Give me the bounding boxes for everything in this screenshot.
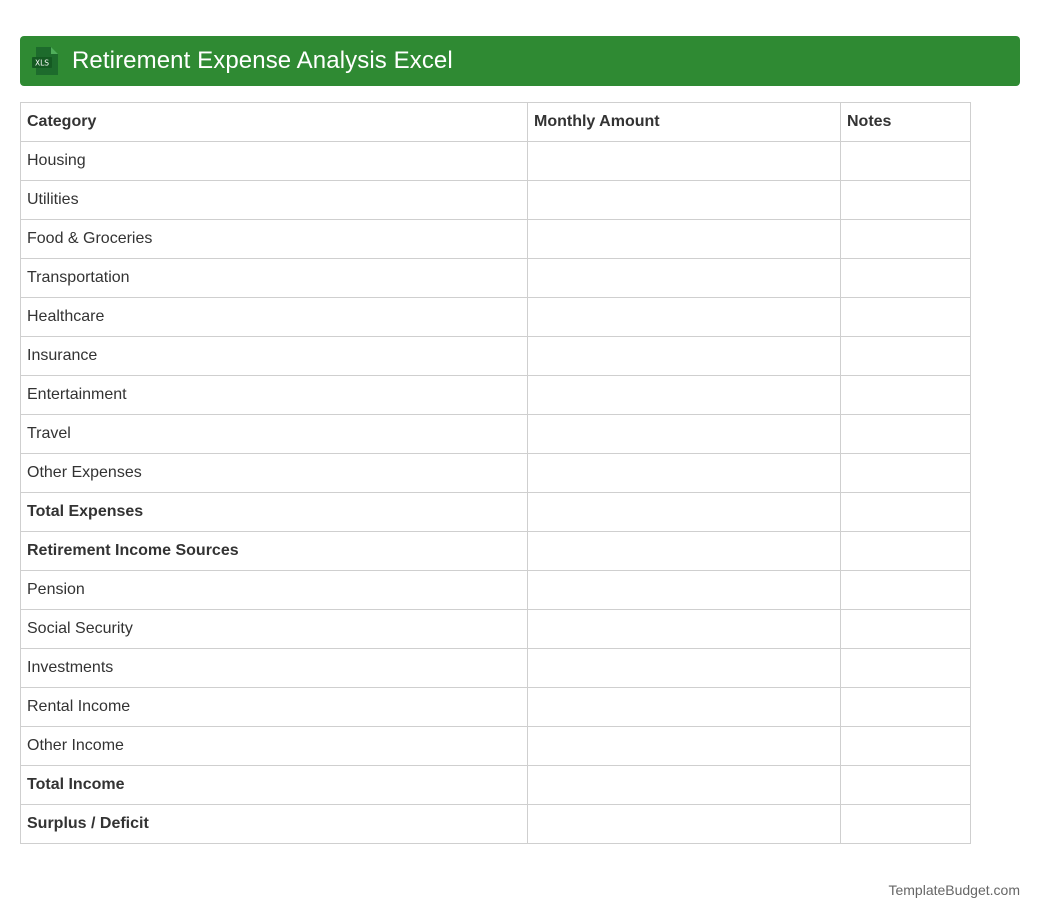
category-cell: Food & Groceries	[21, 220, 528, 259]
category-cell: Healthcare	[21, 298, 528, 337]
table-row	[21, 532, 971, 571]
table-row	[21, 298, 971, 337]
notes-cell[interactable]	[841, 142, 971, 181]
notes-cell[interactable]	[841, 337, 971, 376]
monthly-amount-cell[interactable]	[528, 766, 841, 805]
footer-brand: TemplateBudget.com	[888, 882, 1020, 898]
notes-cell[interactable]	[841, 415, 971, 454]
notes-cell[interactable]	[841, 727, 971, 766]
column-header-monthly-amount: Monthly Amount	[528, 103, 841, 142]
monthly-amount-cell[interactable]	[528, 532, 841, 571]
table-row	[21, 610, 971, 649]
category-cell: Rental Income	[21, 688, 528, 727]
xls-icon-label: XLS	[34, 58, 50, 68]
notes-cell[interactable]	[841, 610, 971, 649]
category-cell: Social Security	[21, 610, 528, 649]
table-row	[21, 571, 971, 610]
column-header-category: Category	[21, 103, 528, 142]
monthly-amount-cell[interactable]	[528, 337, 841, 376]
table-row	[21, 727, 971, 766]
monthly-amount-cell[interactable]	[528, 727, 841, 766]
category-cell: Transportation	[21, 259, 528, 298]
table-row	[21, 649, 971, 688]
table-header-row	[21, 103, 971, 142]
table-row	[21, 259, 971, 298]
table-row	[21, 376, 971, 415]
monthly-amount-cell[interactable]	[528, 181, 841, 220]
notes-cell[interactable]	[841, 220, 971, 259]
category-cell: Total Income	[21, 766, 528, 805]
monthly-amount-cell[interactable]	[528, 415, 841, 454]
monthly-amount-cell[interactable]	[528, 259, 841, 298]
category-cell: Travel	[21, 415, 528, 454]
table-row	[21, 220, 971, 259]
monthly-amount-cell[interactable]	[528, 571, 841, 610]
category-cell: Investments	[21, 649, 528, 688]
monthly-amount-cell[interactable]	[528, 454, 841, 493]
notes-cell[interactable]	[841, 532, 971, 571]
notes-cell[interactable]	[841, 688, 971, 727]
category-cell: Retirement Income Sources	[21, 532, 528, 571]
table-row	[21, 493, 971, 532]
category-cell: Utilities	[21, 181, 528, 220]
category-cell: Pension	[21, 571, 528, 610]
table-row	[21, 805, 971, 844]
category-cell: Other Expenses	[21, 454, 528, 493]
monthly-amount-cell[interactable]	[528, 688, 841, 727]
category-cell: Insurance	[21, 337, 528, 376]
notes-cell[interactable]	[841, 493, 971, 532]
table-row	[21, 454, 971, 493]
expense-table	[20, 102, 971, 844]
category-cell: Other Income	[21, 727, 528, 766]
table-row	[21, 337, 971, 376]
notes-cell[interactable]	[841, 649, 971, 688]
table-row	[21, 142, 971, 181]
monthly-amount-cell[interactable]	[528, 805, 841, 844]
xls-file-icon	[32, 46, 60, 76]
table-row	[21, 415, 971, 454]
monthly-amount-cell[interactable]	[528, 376, 841, 415]
notes-cell[interactable]	[841, 571, 971, 610]
notes-cell[interactable]	[841, 805, 971, 844]
monthly-amount-cell[interactable]	[528, 610, 841, 649]
notes-cell[interactable]	[841, 376, 971, 415]
notes-cell[interactable]	[841, 259, 971, 298]
monthly-amount-cell[interactable]	[528, 142, 841, 181]
notes-cell[interactable]	[841, 454, 971, 493]
category-cell: Total Expenses	[21, 493, 528, 532]
notes-cell[interactable]	[841, 766, 971, 805]
table-body	[21, 142, 971, 844]
monthly-amount-cell[interactable]	[528, 649, 841, 688]
monthly-amount-cell[interactable]	[528, 298, 841, 337]
monthly-amount-cell[interactable]	[528, 493, 841, 532]
table-row	[21, 181, 971, 220]
title-banner	[20, 36, 1020, 86]
table-row	[21, 766, 971, 805]
column-header-notes: Notes	[841, 103, 971, 142]
category-cell: Entertainment	[21, 376, 528, 415]
notes-cell[interactable]	[841, 181, 971, 220]
page-title: Retirement Expense Analysis Excel	[72, 47, 453, 74]
notes-cell[interactable]	[841, 298, 971, 337]
monthly-amount-cell[interactable]	[528, 220, 841, 259]
table-row	[21, 688, 971, 727]
category-cell: Surplus / Deficit	[21, 805, 528, 844]
category-cell: Housing	[21, 142, 528, 181]
